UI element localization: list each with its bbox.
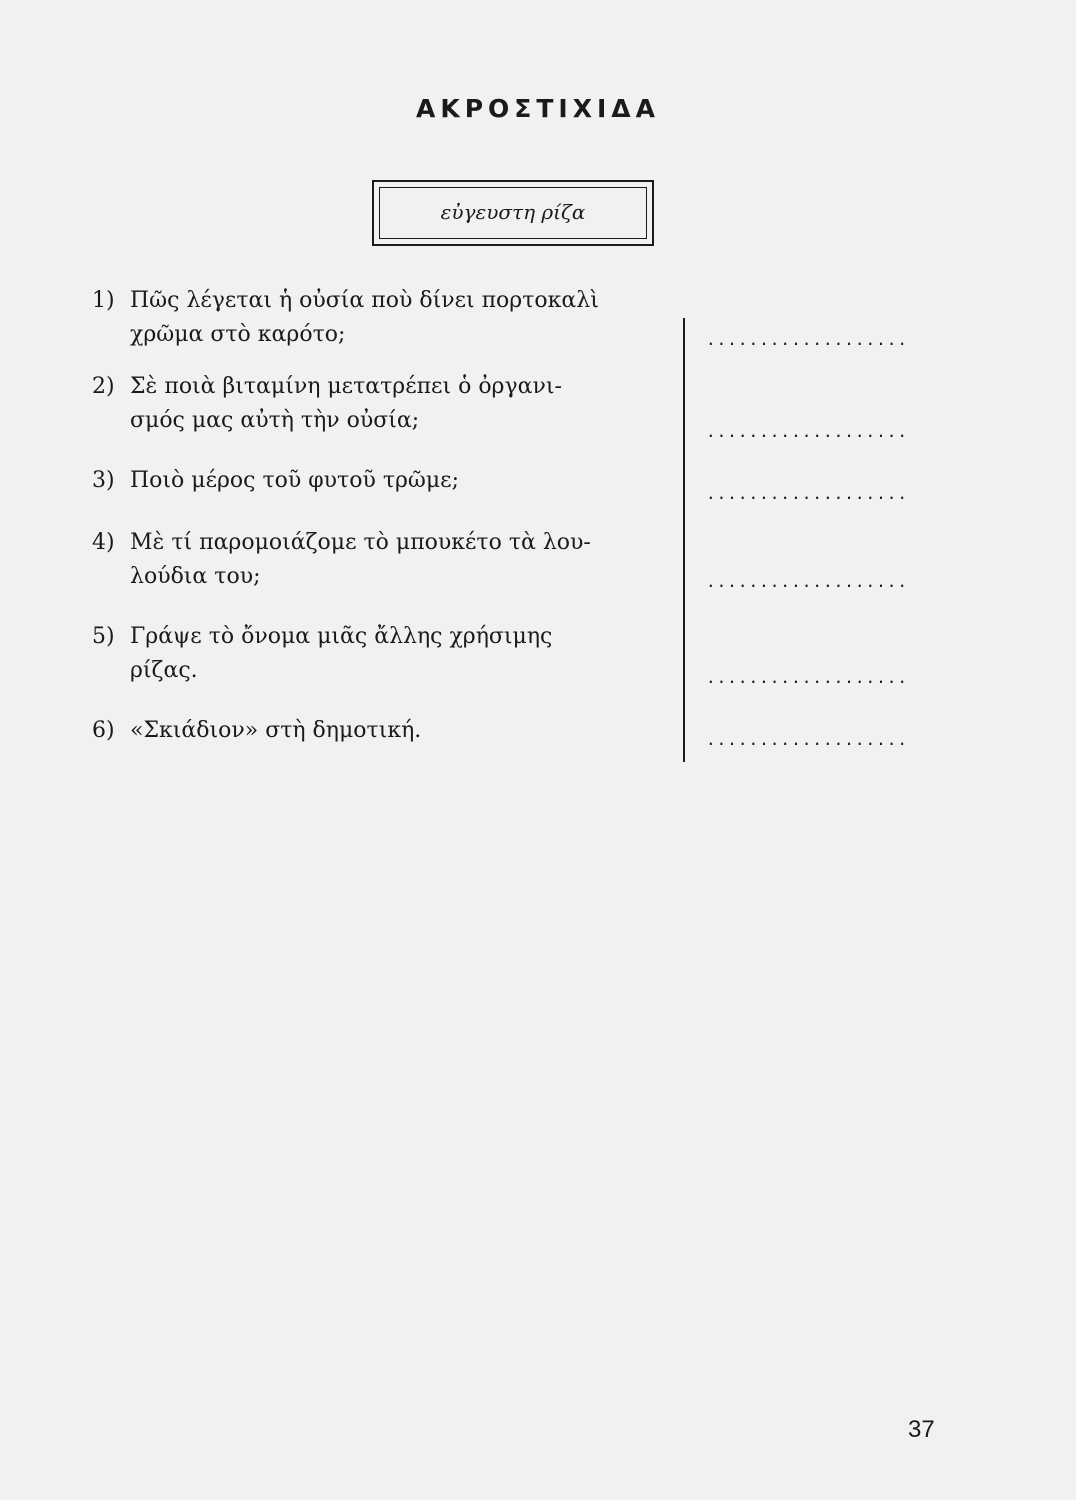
clue-number: 5) xyxy=(92,624,115,649)
clue-number: 2) xyxy=(92,374,115,399)
clue-3 xyxy=(92,464,652,498)
clue-text: Ποιὸ μέρος τοῦ φυτοῦ τρῶμε; xyxy=(130,468,459,493)
clue-4 xyxy=(92,526,652,594)
clue-text: Σὲ ποιὰ βιταμίνη μετατρέπει ὁ ὀργανι- xyxy=(130,374,562,399)
clue-text-continued: ρίζας. xyxy=(130,658,198,683)
answer-line-4[interactable]: ................... xyxy=(706,572,909,591)
clue-number: 6) xyxy=(92,718,115,743)
answer-line-5[interactable]: ................... xyxy=(706,668,909,687)
clue-text: Πῶς λέγεται ἡ οὐσία ποὺ δίνει πορτοκαλὶ xyxy=(130,288,599,313)
answer-line-2[interactable]: ................... xyxy=(706,422,909,441)
hint-text: εὐγευστη ρίζα xyxy=(440,200,586,224)
clue-1 xyxy=(92,284,652,352)
clue-2 xyxy=(92,370,652,438)
clue-5 xyxy=(92,620,652,688)
page-title: ΑΚΡΟΣΤΙΧΙΔΑ xyxy=(415,94,660,123)
page-number: 37 xyxy=(908,1416,935,1443)
clue-text: «Σκιάδιον» στὴ δημοτική. xyxy=(130,718,422,743)
clue-text-continued: σμός μας αὐτὴ τὴν οὐσία; xyxy=(130,408,420,433)
clue-number: 3) xyxy=(92,468,115,493)
clue-6 xyxy=(92,714,652,748)
clue-number: 4) xyxy=(92,530,115,555)
clue-text-continued: χρῶμα στὸ καρότο; xyxy=(130,322,346,347)
hint-box xyxy=(372,180,654,246)
answer-line-1[interactable]: ................... xyxy=(706,330,909,349)
clue-text: Μὲ τί παρομοιάζομε τὸ μπουκέτο τὰ λου- xyxy=(130,530,591,555)
answer-line-6[interactable]: ................... xyxy=(706,730,909,749)
clue-text-continued: λούδια του; xyxy=(130,564,261,589)
acrostic-column-line xyxy=(683,318,685,762)
clue-text: Γράψε τὸ ὄνομα μιᾶς ἄλλης χρήσιμης xyxy=(130,624,553,649)
answer-line-3[interactable]: ................... xyxy=(706,484,909,503)
clue-number: 1) xyxy=(92,288,115,313)
